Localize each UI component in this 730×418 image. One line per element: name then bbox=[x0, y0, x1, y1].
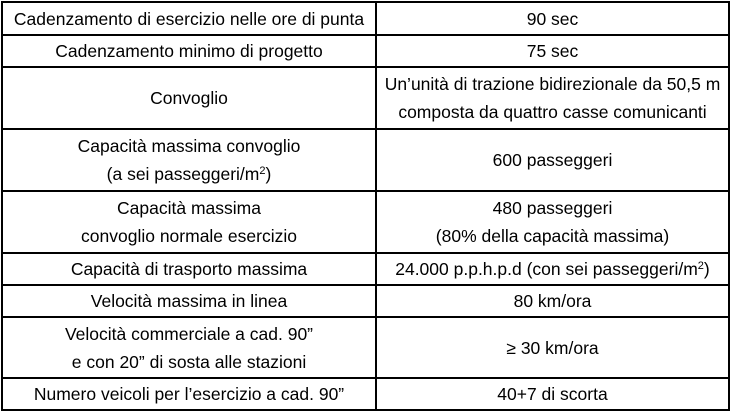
table-row bbox=[2, 2, 729, 35]
table-row bbox=[2, 378, 729, 410]
label-text-part: (a sei passeggeri/m bbox=[106, 164, 260, 184]
row-label bbox=[2, 35, 376, 67]
value-text: 40+7 di scorta bbox=[497, 384, 608, 404]
superscript: 2 bbox=[697, 260, 704, 272]
row-label bbox=[2, 67, 376, 129]
label-text: Cadenzamento minimo di progetto bbox=[55, 41, 323, 61]
specifications-table bbox=[1, 1, 730, 411]
label-text: Numero veicoli per l’esercizio a cad. 90” bbox=[33, 384, 345, 404]
row-value bbox=[376, 67, 729, 129]
row-label bbox=[2, 253, 376, 285]
table-row bbox=[2, 317, 729, 378]
label-text-line-1: Velocità commerciale a cad. 90” bbox=[64, 323, 314, 344]
value-text-part: ) bbox=[703, 259, 710, 279]
value-text: 75 sec bbox=[526, 41, 579, 61]
table-row bbox=[2, 253, 729, 285]
value-text-line-2: (80% della capacità massima) bbox=[435, 226, 670, 246]
label-text-line-2: convoglio normale esercizio bbox=[81, 226, 297, 246]
label-text-line-2: e con 20” di sosta alle stazioni bbox=[71, 351, 307, 372]
table-row bbox=[2, 191, 729, 253]
row-value bbox=[376, 2, 729, 35]
row-label bbox=[2, 285, 376, 317]
row-label bbox=[2, 2, 376, 35]
value-text: 80 km/ora bbox=[513, 291, 592, 311]
value-text-line-1: 480 passeggeri bbox=[492, 198, 613, 218]
value-text-part: 24.000 p.p.h.p.d (con sei passeggeri/m bbox=[395, 259, 698, 279]
label-text: Velocità massima in linea bbox=[90, 291, 288, 311]
label-text-line-2 bbox=[7, 160, 371, 188]
row-label bbox=[2, 317, 376, 378]
row-value bbox=[376, 285, 729, 317]
value-text-line-1: Un’unità di trazione bidirezionale da 50,5 m bbox=[384, 74, 721, 94]
value-text: 90 sec bbox=[526, 8, 579, 29]
row-label bbox=[2, 191, 376, 253]
label-text: Cadenzamento di esercizio nelle ore di punta bbox=[13, 8, 365, 29]
value-text: ≥ 30 km/ora bbox=[506, 337, 599, 358]
table-row bbox=[2, 129, 729, 191]
row-label bbox=[2, 129, 376, 191]
label-text-line-1: Capacità massima bbox=[117, 198, 261, 218]
label-text: Convoglio bbox=[150, 88, 228, 108]
row-value bbox=[376, 378, 729, 410]
label-text-part: ) bbox=[265, 164, 272, 184]
row-value bbox=[376, 129, 729, 191]
label-text: Capacità di trasporto massima bbox=[70, 259, 308, 279]
label-text-line-1: Capacità massima convoglio bbox=[77, 136, 301, 156]
row-value bbox=[376, 35, 729, 67]
table-row bbox=[2, 285, 729, 317]
superscript: 2 bbox=[259, 165, 266, 177]
value-text: 600 passeggeri bbox=[492, 150, 613, 170]
table-row bbox=[2, 35, 729, 67]
row-value bbox=[376, 317, 729, 378]
row-value bbox=[376, 191, 729, 253]
row-label bbox=[2, 378, 376, 410]
table-row bbox=[2, 67, 729, 129]
value-text-line-2: composta da quattro casse comunicanti bbox=[398, 102, 707, 122]
row-value bbox=[376, 253, 729, 285]
